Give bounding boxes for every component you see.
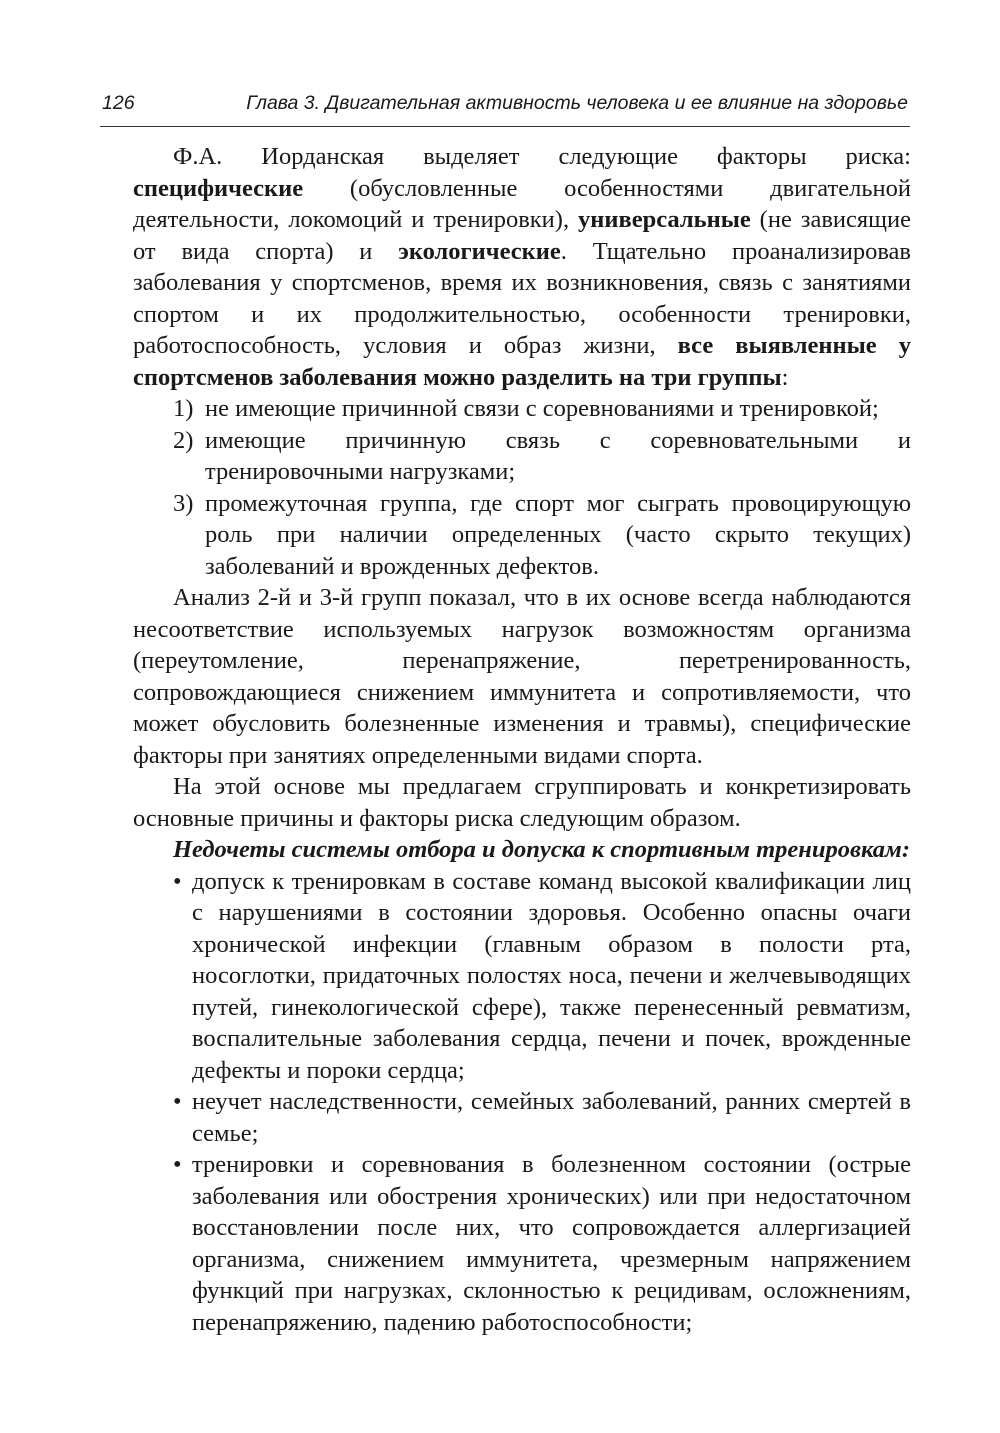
list-item-text: неучет наследственности, семейных заболеваний, ранних смертей в семье; (192, 1088, 911, 1147)
list-item (133, 393, 911, 425)
emphasis-three-groups: все выявленные у спортсменов заболевания можно разделить на три группы (133, 332, 911, 391)
selection-shortcomings-list (133, 866, 911, 1339)
running-header (100, 90, 910, 127)
bullet-icon: • (173, 1151, 182, 1178)
list-item-text: тренировки и соревнования в болезненном состоянии (острые заболевания или обострения хронических) или при недостаточном восстановлении после них, что сопровождается аллергизацией организма, снижением иммунитета, чрезмерным напряжением функций при нагрузках, склонностью к рецидивам, осложнениям, перенапряжению, падению работоспособности; (192, 1151, 911, 1336)
text-run: (обусловленные особенностями двигательной деятельности, локомоций и тренировки), (133, 174, 911, 233)
paragraph-analysis: Анализ 2-й и 3-й групп показал, что в их основе всегда наблюдаются несоответствие используемых нагрузок возможностям организма (переутомление, перенапряжение, перетренированность, сопровождающиеся снижением иммунитета и сопротивляемости, что может обусловить болезненные изменения и травмы), специфические факторы при занятиях определенными видами спорта. (133, 584, 911, 769)
paragraph-proposal: На этой основе мы предлагаем сгруппировать и конкретизировать основные причины и факторы риска следующим образом. (133, 773, 911, 832)
chapter-title: Глава 3. Двигательная активность человека и ее влияние на здоровье (246, 92, 908, 114)
list-marker: 3) (173, 489, 194, 517)
list-item (133, 1086, 911, 1149)
list-item-text: не имеющие причинной связи с соревнованиями и тренировкой; (205, 395, 879, 422)
list-item-text: допуск к тренировкам в составе команд высокой квалификации лиц с нарушениями в состоянии здоровья. Особенно опасны очаги хронической инфекции (главным образом в полости рта, носоглотки, придаточных полостях носа, печени и желчевыводящих путей, гинекологической сфере), также перенесенный ревматизм, воспалительные заболевания сердца, печени и почек, врожденные дефекты и пороки сердца; (192, 867, 911, 1084)
bullet-icon: • (173, 867, 182, 895)
text-run: . Тщательно проанализировав заболевания у спортсменов, время их возникновения, связь с занятиями спортом и их продолжительностью, особенности тренировки, работоспособность, условия и образ жизни, (133, 237, 912, 359)
bullet-icon: • (173, 1088, 182, 1115)
list-marker: 1) (173, 395, 194, 422)
list-item (133, 1149, 911, 1338)
section-subheading: Недочеты системы отбора и допуска к спортивным тренировкам: (173, 836, 910, 863)
list-item (133, 488, 911, 583)
paragraph-risk-factors (133, 141, 911, 393)
list-item (133, 866, 911, 1087)
term-ecological: экологические (398, 237, 561, 265)
term-specific: специфические (133, 174, 304, 202)
list-item (133, 425, 911, 488)
text-run: Ф.А. Иорданская выделяет следующие факторы риска: (173, 143, 911, 170)
list-item-text: имеющие причинную связь с соревновательными и тренировочными нагрузками; (205, 426, 911, 485)
text-run: : (781, 363, 789, 391)
page-number: 126 (102, 92, 135, 114)
term-universal: универсальные (578, 206, 751, 233)
list-item-text: промежуточная группа, где спорт мог сыграть провоцирующую роль при наличии определенных (часто скрыто текущих) заболеваний и врожденных дефектов. (205, 489, 911, 580)
page-body (133, 141, 911, 1338)
disease-groups-list (133, 393, 911, 582)
list-marker: 2) (173, 426, 194, 454)
text-run: (не зависящие от вида спорта) и (133, 206, 911, 265)
